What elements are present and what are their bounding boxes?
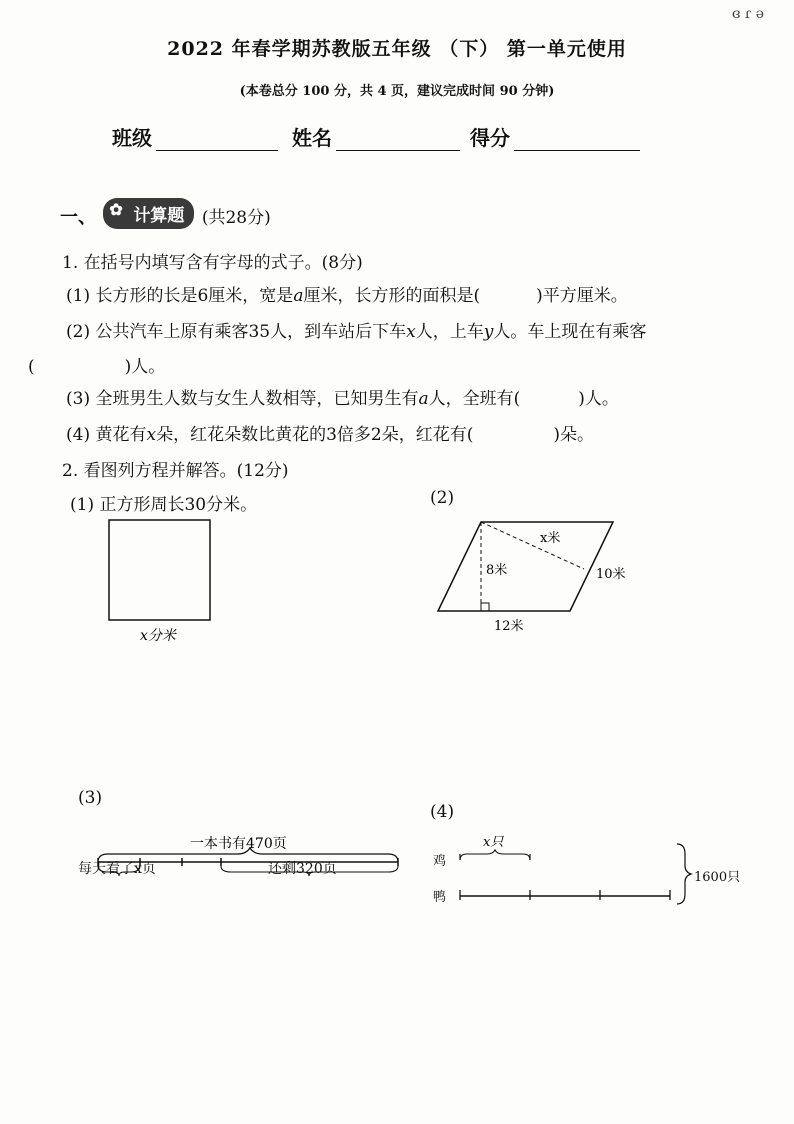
total-label: 1600只	[694, 870, 741, 885]
parallelogram-figure	[430, 510, 650, 640]
score-field	[470, 122, 640, 151]
q2-sub3-label: (3)	[78, 788, 103, 808]
section-heading	[60, 200, 271, 231]
class-blank[interactable]	[156, 130, 278, 151]
square-side-label: x分米	[140, 628, 176, 644]
right-angle-mark	[481, 603, 489, 611]
q1-title: 1. 在括号内填写含有字母的式子。(8分)	[62, 253, 363, 273]
q1-item-2: (2) 公共汽车上原有乘客35人，到车站后下车x人，上车y人。车上现在有乘客	[66, 322, 647, 342]
q2-title: 2. 看图列方程并解答。(12分)	[62, 461, 289, 481]
book-remain-label: 还剩320页	[268, 861, 337, 877]
square-shape	[109, 520, 210, 620]
x-height-line	[481, 522, 584, 569]
corner-scribble: ɞ ɾ ǝ	[731, 6, 764, 22]
book-total-label: 一本书有470页	[190, 836, 287, 852]
name-label: 姓名	[292, 126, 332, 150]
q1-item-4: (4) 黄花有x朵，红花朵数比黄花的3倍多2朵，红花有( )朵。	[66, 425, 594, 445]
chicken-label: 鸡	[433, 854, 447, 869]
chicken-x-label: x只	[483, 835, 504, 850]
duck-label: 鸭	[433, 890, 447, 905]
q1-item-2-cont: ( )人。	[28, 357, 166, 377]
name-field	[292, 122, 460, 151]
section-number: 一、	[60, 207, 96, 228]
q1-item-1: (1) 长方形的长是6厘米，宽是a厘米，长方形的面积是( )平方厘米。	[66, 286, 628, 306]
parallelogram-shape	[438, 522, 613, 611]
label-height: 8米	[486, 563, 508, 578]
page-title: 2022 年春学期苏教版五年级 （下） 第一单元使用	[167, 38, 627, 60]
section-badge: ✿ 计算题	[103, 198, 194, 229]
section-points: (共28分)	[201, 208, 271, 228]
label-side: 10米	[596, 567, 626, 582]
mascot-icon: ✿	[109, 200, 123, 219]
book-daily-label: 每天看了x页	[78, 861, 156, 877]
score-blank[interactable]	[514, 130, 640, 151]
class-label: 班级	[112, 126, 152, 150]
square-figure	[100, 512, 230, 652]
q1-item-3: (3) 全班男生人数与女生人数相等，已知男生有a人，全班有( )人。	[66, 389, 619, 409]
label-base: 12米	[494, 619, 524, 634]
chicken-brace	[460, 850, 530, 860]
label-x: x米	[540, 531, 561, 546]
total-brace	[677, 844, 691, 904]
q2-sub1-label: (1) 正方形周长30分米。	[70, 495, 258, 515]
q2-sub2-label: (2)	[430, 488, 455, 508]
class-field	[112, 122, 278, 151]
score-label: 得分	[470, 126, 510, 150]
page-subtitle: (本卷总分 100 分，共 4 页，建议完成时间 90 分钟)	[239, 84, 555, 99]
name-blank[interactable]	[336, 130, 460, 151]
q2-sub4-label: (4)	[430, 802, 455, 822]
